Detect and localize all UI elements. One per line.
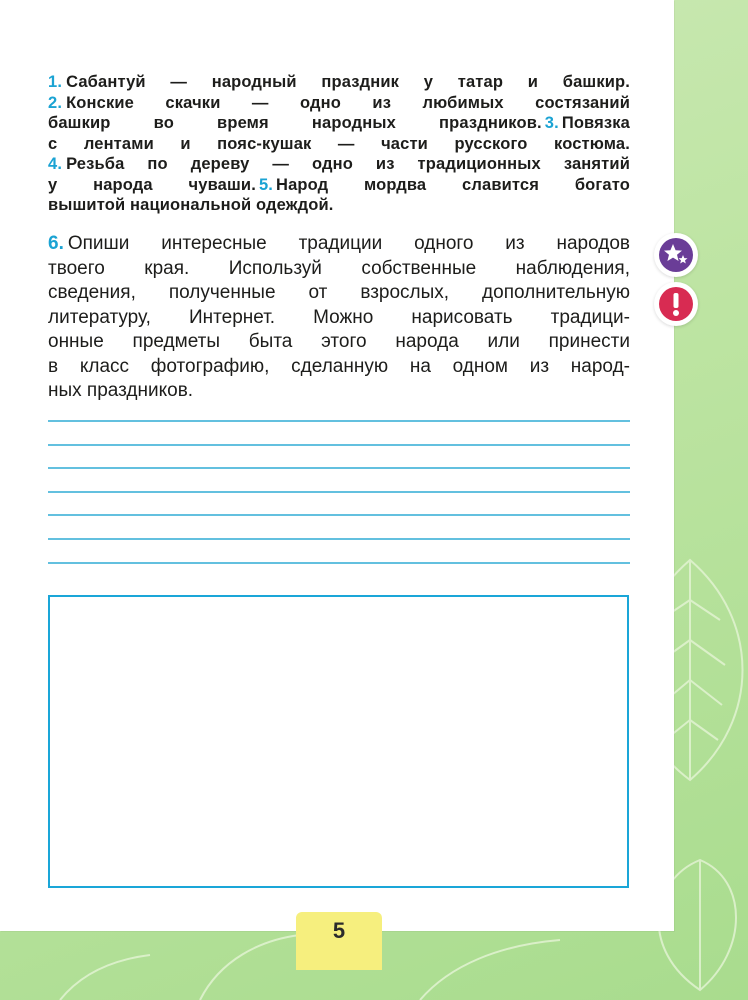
page-number-tab [296, 912, 382, 970]
answer-line [48, 113, 630, 134]
drawing-frame[interactable] [48, 595, 629, 888]
writing-line[interactable] [48, 467, 630, 491]
writing-line[interactable] [48, 491, 630, 515]
answer-text: Конские скачки — одно из любимых состязаний [66, 93, 630, 112]
exclamation-badge [654, 282, 698, 326]
exclamation-icon [654, 282, 698, 326]
answer-text: башкир во время народных праздников. [48, 114, 542, 132]
task-line [48, 232, 630, 257]
answer-number: 3. [544, 114, 559, 132]
answer-line [48, 134, 630, 155]
writing-lines[interactable] [48, 420, 630, 585]
answer-text: Резьба по дереву — одно из традиционных занятий [66, 155, 630, 173]
task-line: литературу, Интернет. Можно нарисовать традици- [48, 306, 630, 328]
writing-line[interactable] [48, 514, 630, 538]
task-line: твоего края. Используй собственные наблюдения, [48, 257, 630, 279]
stars-badge [654, 233, 698, 277]
writing-line[interactable] [48, 562, 630, 586]
answer-line [48, 93, 630, 114]
task-6 [48, 232, 630, 404]
answer-text: вышитой национальной одеждой. [48, 196, 334, 214]
answer-number: 4. [48, 155, 63, 173]
answer-line [48, 195, 630, 216]
writing-line[interactable] [48, 538, 630, 562]
answer-number: 2. [48, 93, 63, 112]
task-line: онные предметы быта этого народа или принести [48, 331, 630, 352]
answer-text: у народа чуваши. [48, 175, 256, 194]
answer-key-text [48, 72, 630, 216]
task-number: 6. [48, 233, 64, 254]
answer-line [48, 72, 630, 93]
answer-number: 5. [258, 175, 273, 194]
answer-text: Повязка [561, 114, 630, 132]
answer-line [48, 154, 630, 175]
answer-line [48, 175, 630, 196]
task-line: ных праздников. [48, 380, 194, 401]
task-line: в класс фотографию, сделанную на одном из народ- [48, 355, 630, 377]
stars-icon [654, 233, 698, 277]
page-number: 5 [332, 918, 346, 943]
answer-text: Сабантуй — народный праздник у татар и башкир. [66, 73, 630, 91]
task-text: Опиши интересные традиции одного из народов [67, 233, 630, 254]
writing-line[interactable] [48, 420, 630, 444]
answer-text: Народ мордва славится богато [276, 175, 630, 194]
writing-line[interactable] [48, 444, 630, 468]
answer-number: 1. [48, 73, 63, 91]
answer-text: с лентами и пояс-кушак — части русского костюма. [48, 134, 630, 153]
task-line: сведения, полученные от взрослых, дополнительную [48, 282, 630, 303]
